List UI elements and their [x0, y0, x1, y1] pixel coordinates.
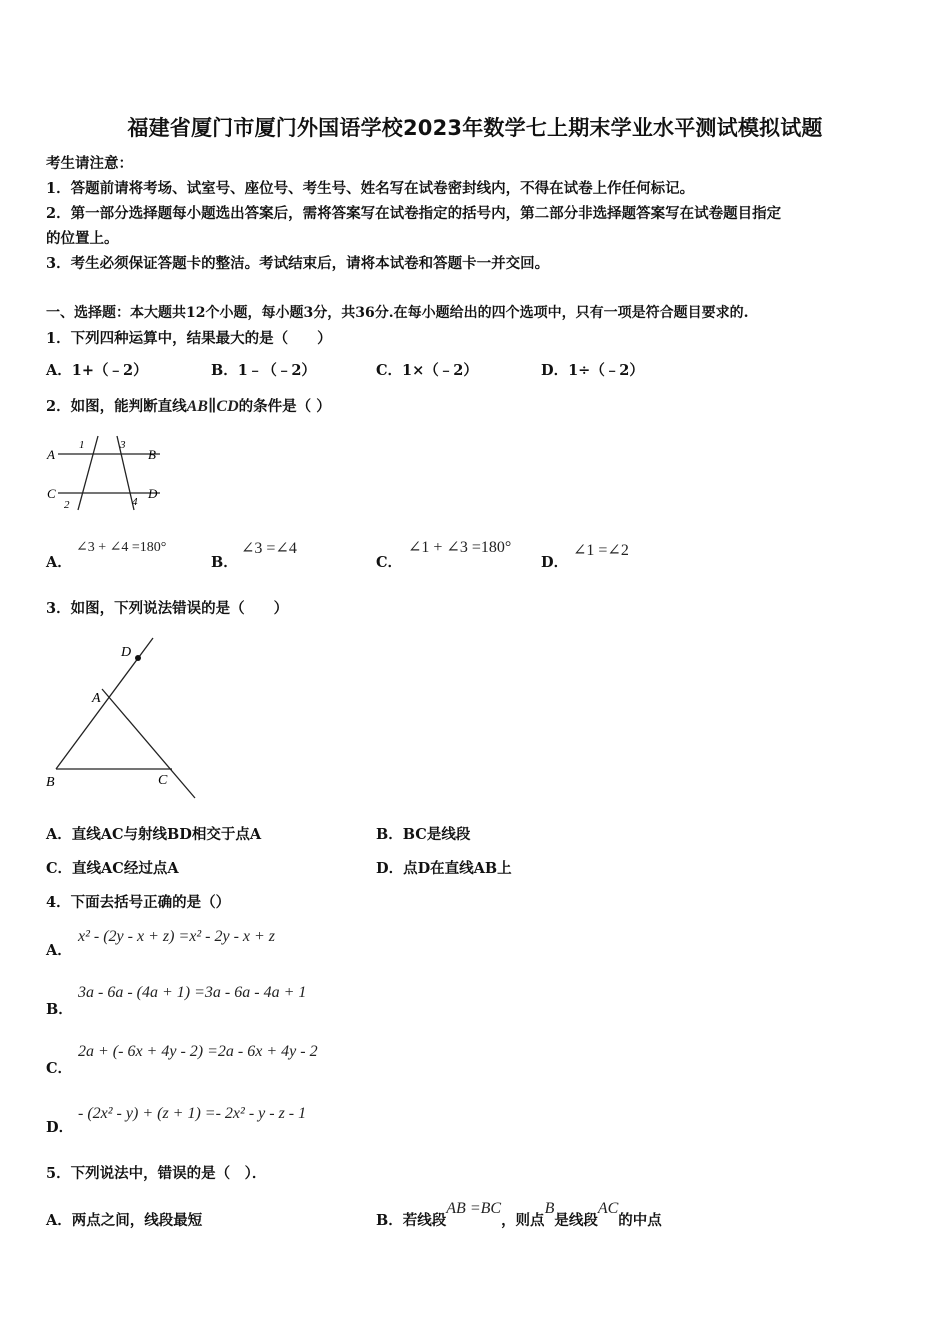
label-d: D: [121, 645, 132, 660]
question-5-stem: 5．下列说法中，错误的是（ ）．: [46, 1165, 267, 1182]
q2-option-d: ∠1 =∠2: [573, 542, 629, 559]
q2-option-a: ∠3 + ∠4 =180°: [76, 540, 167, 555]
q4-option-a: x² - (2y - x + z) =x² - 2y - x + z: [78, 928, 276, 945]
section-heading: 一、选择题：本大题共12个小题，每小题3分，共36分.在每小题给出的四个选项中，只有一项是符合题目要求的.: [46, 305, 749, 321]
q1-option-b: B．1﹣（﹣2）: [211, 362, 316, 379]
q2-stem-post: 的条件是（ ）: [238, 398, 331, 415]
q1-option-d: D．1÷（﹣2）: [541, 362, 644, 379]
q4-option-d-letter: D．: [46, 1119, 74, 1136]
q5-option-b-text: ，则点: [501, 1212, 545, 1229]
q2-option-c-letter: C．: [376, 554, 403, 571]
q3-option-d: D．点D在直线AB上: [376, 860, 512, 877]
q5-option-b-text: B．若线段: [376, 1212, 447, 1229]
line-ac: [102, 689, 195, 798]
notice-heading: 考生请注意：: [46, 155, 133, 172]
q2-stem-math: AB∥CD: [186, 398, 239, 415]
label-a: A: [47, 447, 55, 462]
label-angle-1: 1: [79, 439, 85, 451]
q4-option-b-letter: B．: [46, 1001, 73, 1018]
q3-option-c: C．直线AC经过点A: [46, 860, 179, 877]
label-angle-3: 3: [120, 439, 126, 451]
label-d: D: [148, 486, 158, 501]
q2-option-d-letter: D．: [541, 554, 569, 571]
q3-option-a: A．直线AC与射线BD相交于点A: [46, 826, 262, 843]
page-title: 福建省厦门市厦门外国语学校2023年数学七上期末学业水平测试模拟试题: [127, 116, 823, 140]
q3-option-b: B．BC是线段: [376, 826, 471, 843]
question-1-stem: 1．下列四种运算中，结果最大的是（ ）: [46, 330, 332, 347]
q5-option-b-text: 是线段: [554, 1212, 598, 1229]
q4-option-c-letter: C．: [46, 1060, 73, 1077]
label-angle-4: 4: [132, 496, 138, 508]
q5-option-b-math: B: [544, 1200, 555, 1217]
question-2-stem: [46, 395, 331, 416]
q1-option-c: C．1×（﹣2）: [376, 362, 478, 379]
notice-item: 1．答题前请将考场、试室号、座位号、考生号、姓名写在试卷密封线内，不得在试卷上作任何标记。: [46, 180, 695, 197]
question-4-stem: 4．下面去括号正确的是（）: [46, 894, 231, 911]
q5-option-b: [376, 1200, 662, 1230]
q2-option-b: ∠3 =∠4: [241, 540, 297, 557]
label-c: C: [158, 773, 168, 788]
q5-option-b-math: AB =BC: [446, 1200, 502, 1217]
q4-option-b: 3a - 6a - (4a + 1) =3a - 6a - 4a + 1: [78, 984, 307, 1001]
q2-figure: [44, 432, 169, 517]
q5-option-b-math: AC: [597, 1200, 619, 1217]
q5-option-b-text: 的中点: [618, 1212, 662, 1229]
q1-option-a: A．1+（﹣2）: [46, 362, 148, 379]
q5-option-a: A．两点之间，线段最短: [46, 1212, 203, 1229]
label-a: A: [92, 691, 101, 706]
notice-item: 2．第一部分选择题每小题选出答案后，需将答案写在试卷指定的括号内，第二部分非选择题答案写在试卷题目指定: [46, 205, 782, 222]
notice-item: 3．考生必须保证答题卡的整洁。考试结束后，请将本试卷和答题卡一并交回。: [46, 255, 550, 272]
q2-option-c: ∠1 + ∠3 =180°: [408, 539, 512, 556]
question-3-stem: 3．如图，下列说法错误的是（ ）: [46, 600, 289, 617]
notice-item: 的位置上。: [46, 230, 119, 247]
q2-option-b-letter: B．: [211, 554, 238, 571]
q4-option-c: 2a + (- 6x + 4y - 2) =2a - 6x + 4y - 2: [78, 1043, 318, 1060]
label-b: B: [46, 775, 55, 790]
point-d: [135, 655, 141, 661]
q3-figure: [40, 632, 205, 804]
q2-stem-pre: 2．如图，能判断直线: [46, 398, 187, 415]
q4-option-a-letter: A．: [46, 942, 72, 959]
label-b: B: [148, 447, 156, 462]
q4-option-d: - (2x² - y) + (z + 1) =- 2x² - y - z - 1: [78, 1105, 307, 1122]
label-c: C: [47, 486, 56, 501]
label-angle-2: 2: [64, 499, 70, 511]
q2-option-a-letter: A．: [46, 554, 72, 571]
